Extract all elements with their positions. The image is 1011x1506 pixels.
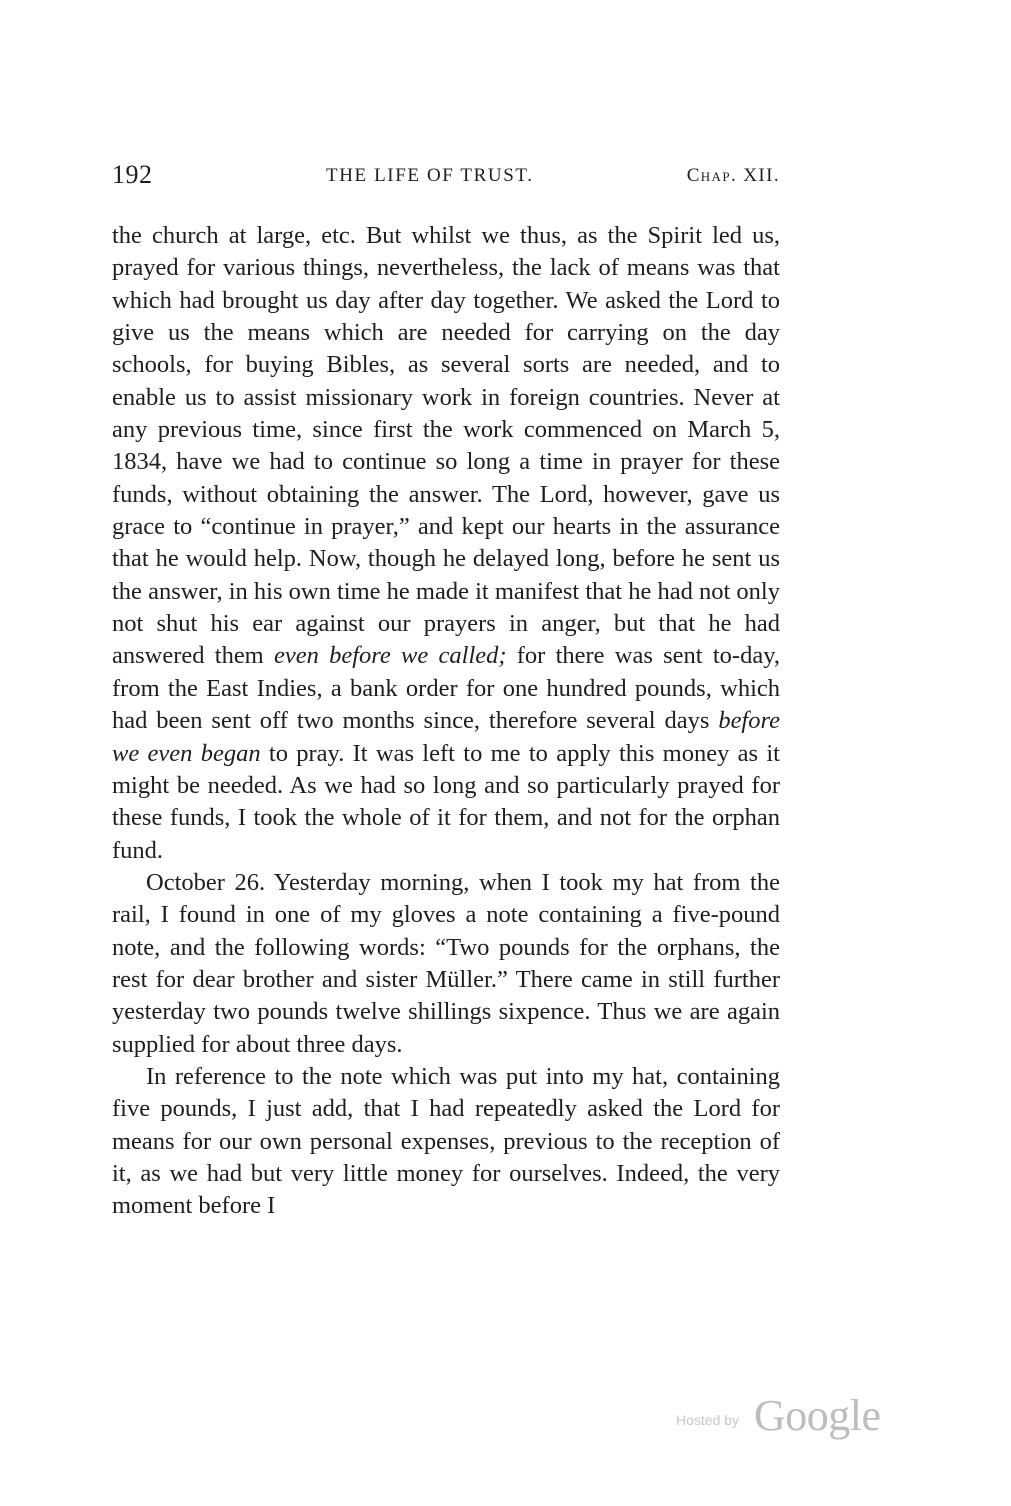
paragraph-text: the church at large, etc. But whilst we thus, as the Spirit led us, prayed for various things, nevertheless, the lack of means was that which had brought us day after day together. We asked the Lord to give us the means which are needed for carrying on the day schools, for buying Bibles, as several sorts are needed, and to enable us to assist missionary work in foreign countries. Never at any previous time, since first the work commenced on March 5, 1834, have we had to continue so long a time in prayer for these funds, without obtaining the answer. The Lord, however, gave us grace to “continue in prayer,” and kept our hearts in the assurance that he would help. Now, though he delayed long, before he sent us the answer, in his own time he made it manifest that he had not only not shut his ear against our prayers in anger, but that he had answered them	[112, 222, 780, 670]
paragraph-text: to pray. It was left to me to apply this money as it might be needed. As we had so long and so particularly prayed for these funds, I took the whole of it for them, and not for the orphan fund.	[112, 739, 780, 864]
italic-phrase: before we even began	[112, 707, 780, 767]
paragraph-text: for there was sent to-day, from the East Indies, a bank order for one hundred pounds, which had been sent off two months since, therefore several days	[112, 642, 780, 735]
running-title: THE LIFE OF TRUST.	[326, 165, 534, 186]
page-number: 192	[112, 160, 153, 189]
hosted-by-google-watermark	[676, 1390, 886, 1440]
italic-phrase: even before we called;	[274, 642, 507, 670]
paragraph-note-in-hat: In reference to the note which was put into my hat, containing five pounds, I just add, that I had repeatedly asked the Lord for means for our own personal expenses, previous to the reception of it, as we had but very little money for ourselves. Indeed, the very moment before I	[112, 1062, 780, 1220]
watermark-prefix: Hosted by	[676, 1412, 740, 1428]
running-head	[112, 160, 780, 194]
google-logo: Google	[754, 1391, 881, 1440]
chapter-label: Chap. XII.	[686, 165, 780, 186]
paragraph-continuation	[112, 220, 780, 867]
paragraph-october-26: October 26. Yesterday morning, when I took my hat from the rail, I found in one of my gloves a note containing a five-pound note, and the following words: “Two pounds for the orphans, the rest for dear brother and sister Müller.” There came in still further yesterday two pounds twelve shillings sixpence. Thus we are again supplied for about three days.	[112, 868, 780, 1058]
body-text	[112, 220, 780, 1223]
